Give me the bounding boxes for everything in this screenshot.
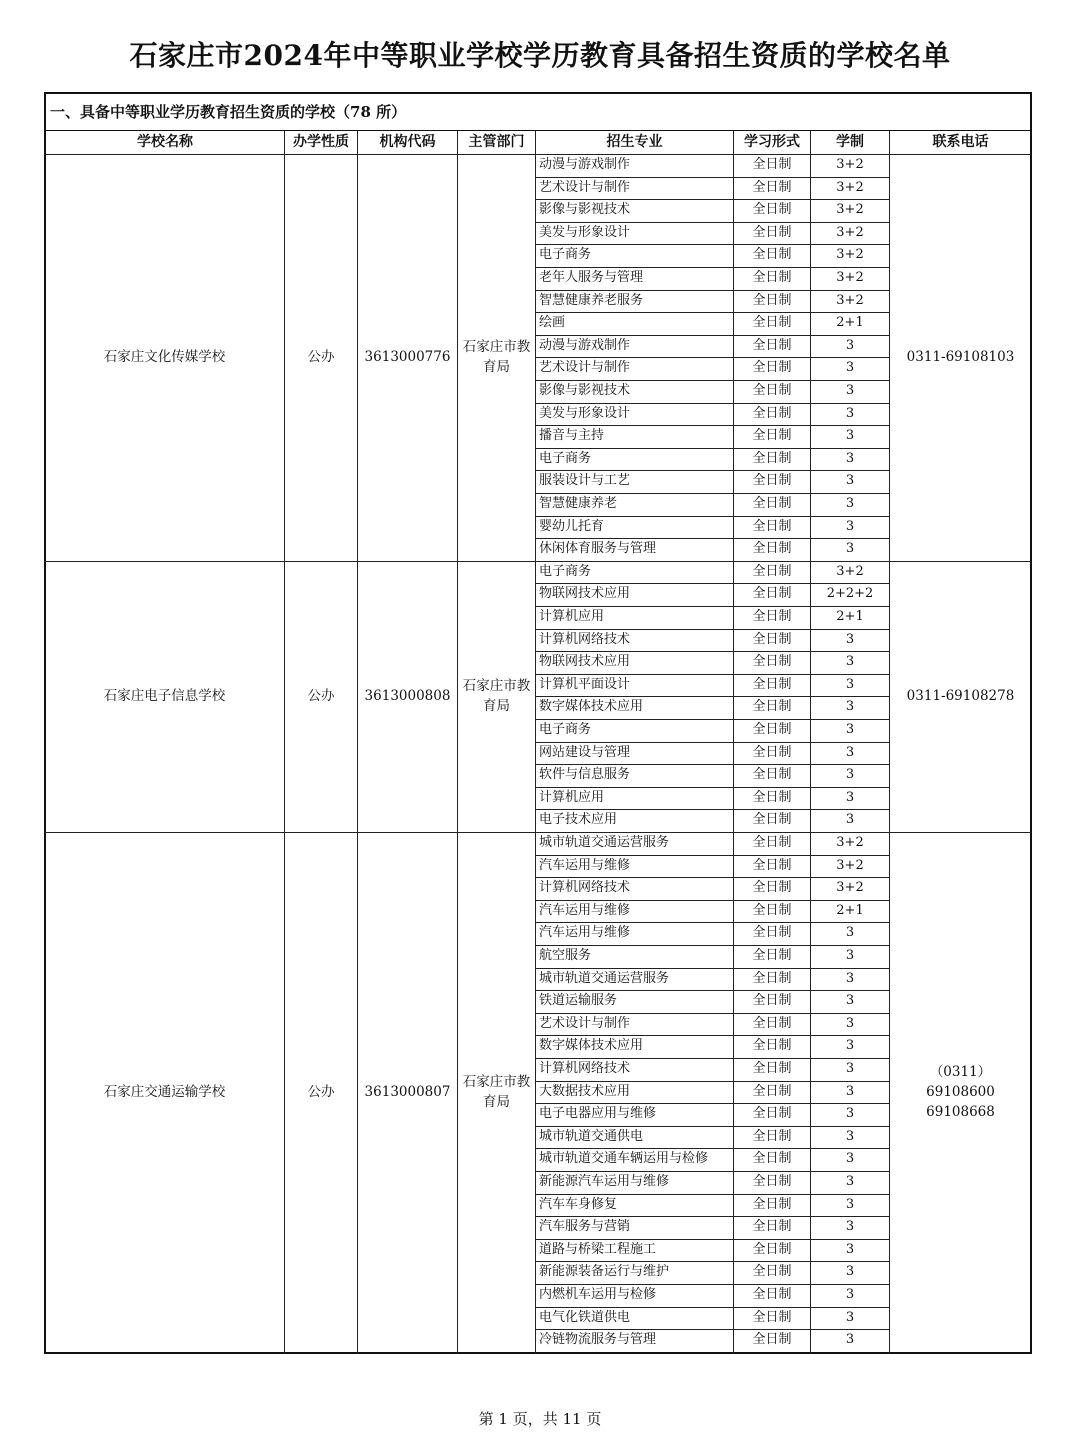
major-cell: 汽车服务与营销: [539, 1219, 631, 1235]
duration-cell: 3+2: [836, 835, 864, 850]
major-cell: 影像与影视技术: [539, 383, 631, 398]
study-form-cell: 全日制: [752, 383, 792, 398]
duration-cell: 3: [845, 1196, 855, 1212]
study-form-cell: 全日制: [752, 1332, 792, 1348]
duration-cell: 2+1: [836, 315, 864, 331]
duration-cell: 3: [845, 948, 855, 963]
section-heading: 一、具备中等职业学历教育招生资质的学校（78 所）: [44, 93, 1032, 131]
duration-cell: 3: [845, 1309, 855, 1325]
study-form-cell: 全日制: [752, 1151, 792, 1167]
col-header-code: 机构代码: [379, 134, 436, 150]
major-cell: 物联网技术应用: [539, 586, 631, 602]
duration-cell: 2+2+2: [826, 586, 874, 602]
study-form-cell: 全日制: [752, 654, 792, 670]
study-form-cell: 全日制: [752, 247, 792, 263]
duration-cell: 3+2: [836, 179, 864, 195]
study-form-cell: 全日制: [752, 1309, 792, 1325]
study-form-cell: 全日制: [752, 315, 792, 331]
school-name-cell: [45, 561, 284, 832]
major-cell: 婴幼儿托育: [539, 518, 605, 534]
duration-cell: 3+2: [836, 270, 864, 285]
study-form-cell: 全日制: [752, 1196, 792, 1212]
school-nature-cell: [285, 154, 357, 561]
major-cell: 航空服务: [539, 948, 592, 963]
study-form-cell: 全日制: [752, 789, 792, 805]
duration-cell: 3: [845, 789, 855, 805]
major-cell: 影像与影视技术: [539, 202, 631, 218]
major-cell: 计算机平面设计: [539, 676, 631, 692]
study-form-cell: 全日制: [752, 1174, 792, 1189]
study-form-cell: 全日制: [752, 518, 792, 534]
study-form-cell: 全日制: [752, 563, 792, 579]
department-cell: [458, 832, 535, 1352]
duration-cell: 3: [845, 428, 855, 444]
school-nature-cell: [285, 832, 357, 1352]
duration-cell: 3: [845, 1038, 855, 1054]
duration-cell: 3: [845, 1264, 855, 1280]
duration-cell: 3: [845, 1106, 855, 1122]
study-form-cell: 全日制: [752, 1264, 792, 1280]
phone-line: （0311）: [929, 1063, 992, 1080]
institution-code-cell: [358, 832, 457, 1352]
study-form-cell: 全日制: [752, 812, 792, 828]
major-cell: 美发与形象设计: [539, 405, 631, 421]
study-form-cell: 全日制: [752, 1128, 792, 1144]
contact-phone-cell: [890, 832, 1031, 1352]
major-cell: 汽车运用与维修: [539, 857, 631, 873]
department-cell: [458, 561, 535, 832]
major-cell: 电子商务: [539, 247, 592, 263]
duration-cell: 3: [845, 1174, 855, 1189]
study-form-cell: 全日制: [752, 473, 792, 489]
study-form-cell: 全日制: [752, 993, 792, 1009]
duration-cell: 3+2: [836, 880, 864, 896]
duration-cell: 3: [845, 1332, 855, 1348]
phone-line: 0311-69108278: [906, 688, 1015, 705]
study-form-cell: 全日制: [752, 631, 792, 647]
col-header-form: 学习形式: [744, 134, 800, 150]
duration-cell: 3: [845, 631, 855, 647]
phone-line: 69108600: [926, 1083, 995, 1100]
major-cell: 软件与信息服务: [539, 767, 631, 783]
duration-cell: 3: [845, 496, 855, 511]
duration-cell: 3: [845, 1219, 855, 1235]
document-title: 石家庄市2024年中等职业学校学历教育具备招生资质的学校名单: [129, 39, 951, 72]
study-form-cell: 全日制: [752, 202, 792, 218]
major-cell: 休闲体育服务与管理: [539, 541, 657, 557]
phone-line: 0311-69108103: [906, 349, 1015, 366]
duration-cell: 3: [845, 744, 855, 760]
study-form-cell: 全日制: [752, 157, 792, 172]
duration-cell: 3: [845, 722, 855, 737]
col-header-major: 招生专业: [606, 134, 663, 150]
study-form-cell: 全日制: [752, 902, 792, 918]
duration-cell: 3: [845, 1083, 855, 1099]
major-cell: 数字媒体技术应用: [539, 699, 644, 715]
col-header-duration: 学制: [836, 134, 864, 150]
duration-cell: 3+2: [836, 857, 864, 873]
major-cell: 铁道运输服务: [539, 993, 618, 1009]
duration-cell: 3: [845, 450, 855, 466]
study-form-cell: 全日制: [752, 925, 792, 941]
major-cell: 汽车车身修复: [539, 1196, 618, 1212]
major-cell: 大数据技术应用: [539, 1083, 631, 1099]
col-header-dept: 主管部门: [468, 134, 525, 150]
duration-cell: 3: [845, 654, 855, 670]
major-cell: 汽车运用与维修: [539, 925, 631, 941]
duration-cell: 3: [845, 1241, 855, 1257]
duration-cell: 3: [845, 1151, 855, 1167]
major-cell: 计算机应用: [539, 609, 605, 624]
major-cell: 计算机应用: [539, 789, 605, 805]
study-form-cell: 全日制: [752, 270, 792, 285]
duration-cell: 3+2: [836, 563, 864, 579]
study-form-cell: 全日制: [752, 699, 792, 715]
study-form-cell: 全日制: [752, 360, 792, 376]
study-form-cell: 全日制: [752, 948, 792, 963]
major-cell: 城市轨道交通供电: [539, 1128, 644, 1144]
major-cell: 新能源装备运行与维护: [539, 1264, 670, 1280]
major-cell: 服装设计与工艺: [539, 473, 631, 489]
major-cell: 艺术设计与制作: [539, 360, 631, 376]
school-nature-cell-text: 公办: [307, 688, 335, 705]
col-header-school-name: 学校名称: [137, 134, 193, 150]
department-cell-text: 石家庄市教育局: [462, 1073, 531, 1110]
duration-cell: 3: [845, 767, 855, 783]
major-cell: 动漫与游戏制作: [539, 337, 631, 353]
duration-cell: 3: [845, 337, 855, 353]
major-cell: 道路与桥梁工程施工: [539, 1241, 657, 1257]
duration-cell: 2+1: [836, 609, 864, 624]
major-cell: 艺术设计与制作: [539, 1015, 631, 1031]
major-cell: 计算机网络技术: [539, 1061, 631, 1076]
duration-cell: 3: [845, 473, 855, 489]
school-nature-cell: [285, 561, 357, 832]
major-cell: 动漫与游戏制作: [539, 157, 631, 172]
study-form-cell: 全日制: [752, 1287, 792, 1302]
major-cell: 汽车运用与维修: [539, 902, 631, 918]
school-nature-cell-text: 公办: [307, 1083, 335, 1100]
study-form-cell: 全日制: [752, 857, 792, 873]
school-name-cell-text: 石家庄文化传媒学校: [103, 349, 226, 366]
duration-cell: 3: [845, 360, 855, 376]
study-form-cell: 全日制: [752, 767, 792, 783]
department-cell: [458, 154, 535, 561]
duration-cell: 3: [845, 1015, 855, 1031]
duration-cell: 3: [845, 1061, 855, 1076]
study-form-cell: 全日制: [752, 970, 792, 986]
major-cell: 内燃机车运用与检修: [539, 1287, 657, 1302]
duration-cell: 3: [845, 970, 855, 986]
department-cell-text: 石家庄市教育局: [462, 678, 531, 715]
duration-cell: 3: [845, 383, 855, 398]
major-cell: 物联网技术应用: [539, 654, 631, 670]
school-name-cell: [45, 832, 284, 1352]
study-form-cell: 全日制: [752, 586, 792, 602]
major-cell: 电气化铁道供电: [539, 1309, 631, 1325]
duration-cell: 3+2: [836, 157, 864, 172]
duration-cell: 3: [845, 541, 855, 557]
contact-phone-cell: [890, 561, 1031, 832]
school-name-cell-text: 石家庄交通运输学校: [103, 1083, 226, 1100]
duration-cell: 3+2: [836, 292, 864, 308]
major-cell: 网站建设与管理: [539, 744, 631, 760]
major-cell: 电子电器应用与维修: [539, 1106, 657, 1122]
duration-cell: 3+2: [836, 202, 864, 218]
study-form-cell: 全日制: [752, 676, 792, 692]
major-cell: 智慧健康养老服务: [539, 292, 644, 308]
school-name-cell: [45, 154, 284, 561]
study-form-cell: 全日制: [752, 880, 792, 896]
study-form-cell: 全日制: [752, 405, 792, 421]
major-cell: 数字媒体技术应用: [539, 1038, 644, 1054]
major-cell: 城市轨道交通车辆运用与检修: [539, 1151, 709, 1167]
duration-cell: 3: [845, 925, 855, 941]
study-form-cell: 全日制: [752, 541, 792, 557]
major-cell: 新能源汽车运用与维修: [539, 1174, 670, 1189]
institution-code-cell: [358, 154, 457, 561]
major-cell: 电子商务: [539, 722, 592, 737]
duration-cell: 3: [845, 812, 855, 828]
study-form-cell: 全日制: [752, 1038, 792, 1054]
duration-cell: 3+2: [836, 247, 864, 263]
col-header-phone: 联系电话: [932, 134, 989, 150]
study-form-cell: 全日制: [752, 1083, 792, 1099]
school-name-cell-text: 石家庄电子信息学校: [103, 688, 226, 705]
major-cell: 电子商务: [539, 450, 592, 466]
study-form-cell: 全日制: [752, 744, 792, 760]
major-cell: 城市轨道交通运营服务: [539, 835, 670, 850]
study-form-cell: 全日制: [752, 450, 792, 466]
duration-cell: 3: [845, 1128, 855, 1144]
phone-line: 69108668: [926, 1103, 995, 1120]
study-form-cell: 全日制: [752, 1106, 792, 1122]
institution-code-cell-text: 3613000807: [364, 1083, 451, 1100]
study-form-cell: 全日制: [752, 609, 792, 624]
major-cell: 计算机网络技术: [539, 631, 631, 647]
major-cell: 绘画: [539, 315, 566, 331]
major-cell: 老年人服务与管理: [539, 270, 644, 285]
duration-cell: 3+2: [836, 224, 864, 240]
col-header-nature: 办学性质: [293, 134, 349, 150]
study-form-cell: 全日制: [752, 496, 792, 511]
major-cell: 美发与形象设计: [539, 224, 631, 240]
major-cell: 计算机网络技术: [539, 880, 631, 896]
duration-cell: 3: [845, 699, 855, 715]
institution-code-cell-text: 3613000808: [364, 688, 451, 705]
duration-cell: 3: [845, 676, 855, 692]
page-footer: 第 1 页，共 11 页: [478, 1410, 602, 1428]
major-cell: 电子商务: [539, 563, 592, 579]
study-form-cell: 全日制: [752, 722, 792, 737]
institution-code-cell: [358, 561, 457, 832]
duration-cell: 3: [845, 993, 855, 1009]
major-cell: 智慧健康养老: [539, 496, 618, 511]
study-form-cell: 全日制: [752, 179, 792, 195]
study-form-cell: 全日制: [752, 428, 792, 444]
study-form-cell: 全日制: [752, 292, 792, 308]
study-form-cell: 全日制: [752, 1015, 792, 1031]
study-form-cell: 全日制: [752, 835, 792, 850]
study-form-cell: 全日制: [752, 1061, 792, 1076]
study-form-cell: 全日制: [752, 1219, 792, 1235]
major-cell: 播音与主持: [539, 428, 605, 444]
duration-cell: 3: [845, 405, 855, 421]
major-cell: 冷链物流服务与管理: [539, 1332, 657, 1348]
study-form-cell: 全日制: [752, 337, 792, 353]
contact-phone-cell: [890, 154, 1031, 561]
duration-cell: 3: [845, 518, 855, 534]
major-cell: 电子技术应用: [539, 812, 618, 828]
study-form-cell: 全日制: [752, 1241, 792, 1257]
major-cell: 艺术设计与制作: [539, 179, 631, 195]
institution-code-cell-text: 3613000776: [364, 349, 451, 366]
duration-cell: 3: [845, 1287, 855, 1302]
study-form-cell: 全日制: [752, 224, 792, 240]
duration-cell: 2+1: [836, 902, 864, 918]
school-nature-cell-text: 公办: [307, 349, 335, 366]
department-cell-text: 石家庄市教育局: [462, 339, 531, 376]
major-cell: 城市轨道交通运营服务: [539, 970, 670, 986]
